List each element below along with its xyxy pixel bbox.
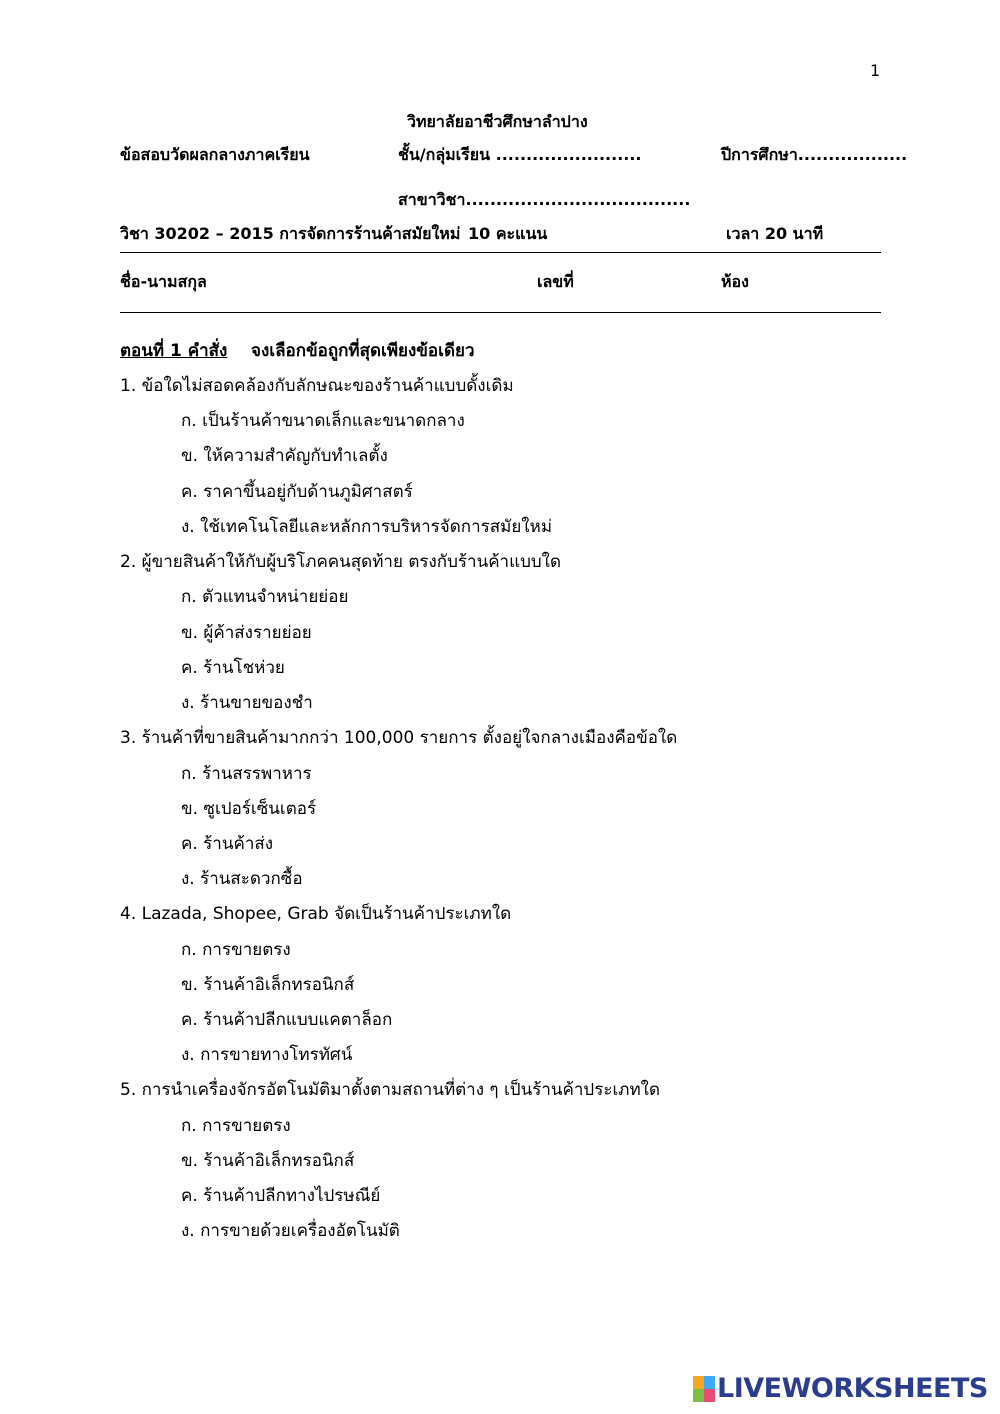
time-label: เวลา 20 นาที bbox=[726, 224, 824, 243]
exam-title: ข้อสอบวัดผลกลางภาคเรียน bbox=[120, 145, 310, 164]
question-2-option-d: ง. ร้านขายของชำ bbox=[181, 693, 313, 713]
question-4: 4. Lazada, Shopee, Grab จัดเป็นร้านค้าประเภทใด bbox=[120, 904, 512, 924]
question-3-option-d: ง. ร้านสะดวกซื้อ bbox=[181, 869, 303, 889]
page-number: 1 bbox=[870, 61, 881, 80]
number-label: เลขที่ bbox=[537, 272, 574, 291]
question-3: 3. ร้านค้าที่ขายสินค้ามากกว่า 100,000 รายการ ตั้งอยู่ใจกลางเมืองคือข้อใด bbox=[120, 728, 678, 748]
question-1: 1. ข้อใดไม่สอดคล้องกับลักษณะของร้านค้าแบบดั้งเดิม bbox=[120, 376, 514, 396]
question-5-option-d: ง. การขายด้วยเครื่องอัตโนมัติ bbox=[181, 1221, 400, 1241]
question-3-option-b: ข. ซูเปอร์เซ็นเตอร์ bbox=[181, 799, 317, 819]
question-1-option-d: ง. ใช้เทคโนโลยีและหลักการบริหารจัดการสมัยใหม่ bbox=[181, 517, 553, 537]
class-group-field: ชั้น/กลุ่มเรียน ........................ bbox=[398, 145, 642, 164]
question-1-option-c: ค. ราคาขึ้นอยู่กับด้านภูมิศาสตร์ bbox=[181, 482, 413, 502]
question-2-option-c: ค. ร้านโชห่วย bbox=[181, 658, 285, 678]
liveworksheets-logo-icon bbox=[693, 1376, 715, 1402]
question-5-option-a: ก. การขายตรง bbox=[181, 1116, 291, 1136]
name-label: ชื่อ-นามสกุล bbox=[120, 272, 207, 291]
question-5-option-b: ข. ร้านค้าอิเล็กทรอนิกส์ bbox=[181, 1151, 355, 1171]
academic-year-field: ปีการศึกษา.................. bbox=[721, 145, 908, 164]
college-name: วิทยาลัยอาชีวศึกษาลำปาง bbox=[407, 112, 588, 131]
question-4-option-c: ค. ร้านค้าปลีกแบบแคตาล็อก bbox=[181, 1010, 393, 1030]
question-5-option-c: ค. ร้านค้าปลีกทางไปรษณีย์ bbox=[181, 1186, 381, 1206]
question-1-option-b: ข. ให้ความสำคัญกับทำเลตั้ง bbox=[181, 446, 388, 466]
room-label: ห้อง bbox=[721, 272, 749, 291]
question-4-option-b: ข. ร้านค้าอิเล็กทรอนิกส์ bbox=[181, 975, 355, 995]
header-divider-bottom bbox=[120, 312, 881, 313]
section-title: ตอนที่ 1 คำสั่ง bbox=[120, 341, 228, 361]
subject-title: วิชา 30202 – 2015 การจัดการร้านค้าสมัยใหม่ bbox=[120, 224, 461, 243]
question-2: 2. ผู้ขายสินค้าให้กับผู้บริโภคคนสุดท้าย ตรงกับร้านค้าแบบใด bbox=[120, 552, 561, 572]
question-4-option-d: ง. การขายทางโทรทัศน์ bbox=[181, 1045, 353, 1065]
question-3-option-c: ค. ร้านค้าส่ง bbox=[181, 834, 274, 854]
header-divider-top bbox=[120, 252, 881, 253]
section-instruction: จงเลือกข้อถูกที่สุดเพียงข้อเดียว bbox=[251, 341, 475, 361]
question-3-option-a: ก. ร้านสรรพาหาร bbox=[181, 764, 312, 784]
question-2-option-b: ข. ผู้ค้าส่งรายย่อย bbox=[181, 623, 312, 643]
liveworksheets-logo bbox=[693, 1373, 988, 1404]
question-1-option-a: ก. เป็นร้านค้าขนาดเล็กและขนาดกลาง bbox=[181, 411, 465, 431]
question-4-option-a: ก. การขายตรง bbox=[181, 940, 291, 960]
question-5: 5. การนำเครื่องจักรอัตโนมัติมาตั้งตามสถานที่ต่าง ๆ เป็นร้านค้าประเภทใด bbox=[120, 1080, 661, 1100]
department-field: สาขาวิชา..................................... bbox=[398, 190, 691, 209]
question-2-option-a: ก. ตัวแทนจำหน่ายย่อย bbox=[181, 587, 349, 607]
liveworksheets-logo-text: LIVEWORKSHEETS bbox=[717, 1373, 988, 1404]
score-label: 10 คะแนน bbox=[468, 224, 548, 243]
